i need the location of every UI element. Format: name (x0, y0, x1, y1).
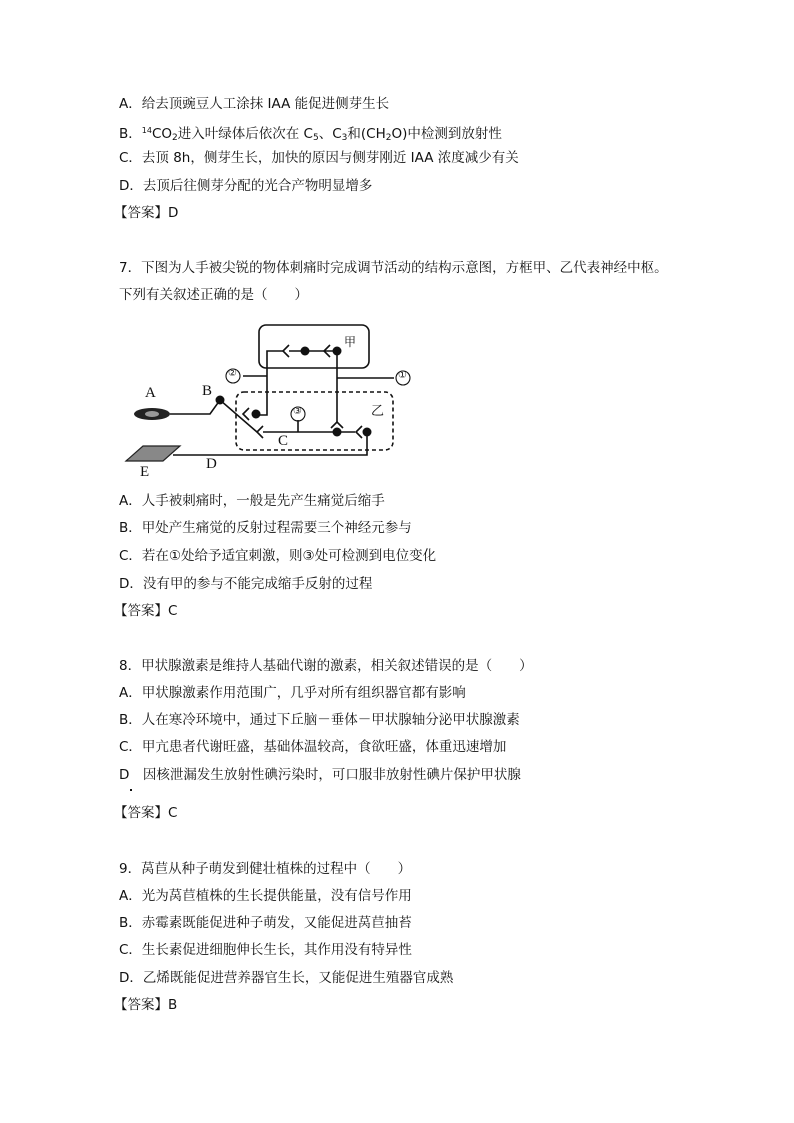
q7-option-c: C．若在①处给予适宜刺激，则③处可检测到电位变化 (119, 548, 437, 564)
q7-stem-line1: 7．下图为人手被尖锐的物体刺痛时完成调节活动的结构示意图，方框甲、乙代表神经中枢。 (119, 260, 668, 276)
label-c: C (278, 433, 289, 449)
label-a: A (145, 385, 156, 401)
q6-b-sub: 2 (385, 133, 392, 143)
label-d: D (206, 456, 217, 472)
q9-option-b: B．赤霉素既能促进种子萌发，又能促进莴苣抽苔 (119, 915, 412, 931)
q6-option-d: D．去顶后往侧芽分配的光合产物明显增多 (119, 178, 373, 194)
q9-option-a: A．光为莴苣植株的生长提供能量，没有信号作用 (119, 888, 412, 904)
q6-b-sub: 5 (312, 133, 319, 143)
q6-answer: 【答案】D (114, 205, 179, 221)
q7-stem-line2: 下列有关叙述正确的是（ ） (119, 287, 308, 303)
effector-e (126, 446, 180, 461)
q7-option-b: B．甲处产生痛觉的反射过程需要三个神经元参与 (119, 520, 412, 536)
q8-option-b: B．人在寒冷环境中，通过下丘脑－垂体－甲状腺轴分泌甲状腺激素 (119, 712, 520, 728)
q9-answer: 【答案】B (114, 997, 178, 1013)
q7-option-d: D．没有甲的参与不能完成缩手反射的过程 (119, 576, 373, 592)
q8-option-c: C．甲亢患者代谢旺盛，基础体温较高，食欲旺盛，体重迅速增加 (119, 739, 507, 755)
q6-b-mid: 进入叶绿体后依次在 C (177, 126, 313, 142)
q6-b-and: 和(CH (347, 126, 386, 142)
q8-stem: 8．甲状腺激素是维持人基础代谢的激素，相关叙述错误的是（ ） (119, 658, 533, 674)
stray-dot (130, 789, 132, 791)
q6-b-prefix: B． (119, 126, 142, 142)
q7-option-a: A．人手被刺痛时，一般是先产生痛觉后缩手 (119, 493, 385, 509)
center-yi-box (236, 392, 393, 450)
q8-option-a: A．甲状腺激素作用范围广，几乎对所有组织器官都有影响 (119, 685, 466, 701)
q6-option-a: A．给去顶豌豆人工涂抹 IAA 能促进侧芽生长 (119, 96, 390, 112)
q6-option-c: C．去顶 8h，侧芽生长，加快的原因与侧芽刚近 IAA 浓度减少有关 (119, 150, 519, 166)
label-b: B (202, 383, 213, 399)
q9-option-c: C．生长素促进细胞伸长生长，其作用没有特异性 (119, 942, 412, 958)
q6-option-b (119, 122, 502, 147)
q6-b-sup: 14 (141, 126, 152, 135)
q9-option-d: D．乙烯既能促进营养器官生长，又能促进生殖器官成熟 (119, 970, 454, 986)
q6-b-sub: 3 (341, 133, 348, 143)
label-e: E (140, 464, 150, 480)
q9-stem: 9．莴苣从种子萌发到健壮植株的过程中（ ） (119, 861, 412, 877)
q8-option-d: D 因核泄漏发生放射性碘污染时，可口服非放射性碘片保护甲状腺 (119, 767, 521, 783)
q8-answer: 【答案】C (114, 805, 178, 821)
label-circle-3: ③ (293, 406, 302, 417)
receptor-a (134, 408, 170, 420)
q6-b-sub: 2 (172, 133, 178, 143)
q7-answer: 【答案】C (114, 603, 178, 619)
q6-b-co: CO (151, 126, 173, 142)
label-circle-1: ① (398, 370, 407, 381)
label-jia: 甲 (344, 335, 357, 349)
q6-b-tail: O)中检测到放射性 (391, 126, 502, 142)
label-circle-2: ② (228, 368, 237, 379)
q6-b-sep: 、C (318, 126, 342, 142)
label-yi: 乙 (371, 404, 385, 419)
